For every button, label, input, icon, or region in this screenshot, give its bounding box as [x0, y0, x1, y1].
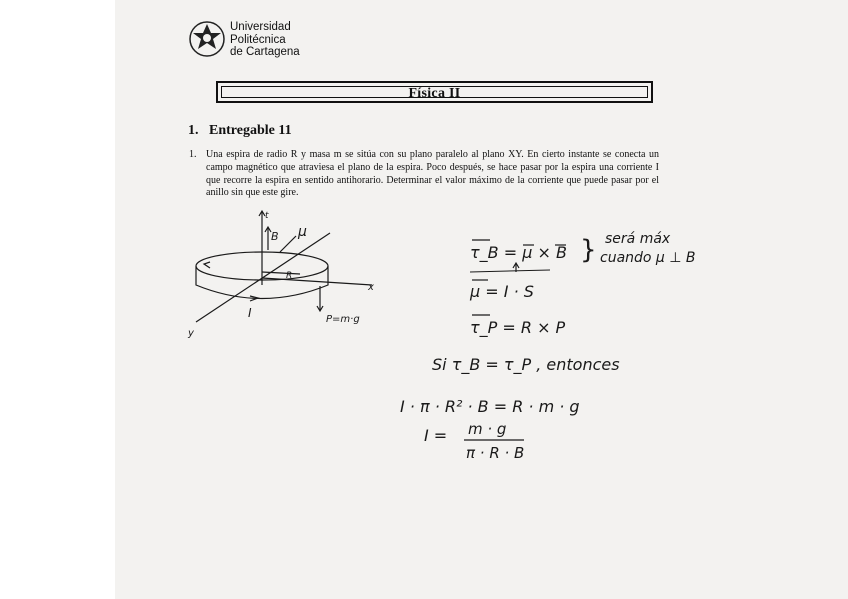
eq-condition: Si τ_B = τ_P , entonces: [432, 355, 620, 374]
problem-statement: [189, 149, 659, 200]
problem-number: 1.: [189, 149, 197, 160]
university-line-3: de Cartagena: [230, 46, 300, 58]
label-r: R: [286, 271, 293, 281]
course-title: Física II: [408, 86, 461, 101]
course-title-box: [216, 81, 653, 103]
label-x: x: [368, 282, 374, 293]
label-y: y: [188, 328, 194, 339]
label-mu: μ: [298, 224, 307, 240]
university-line-1: Universidad: [230, 21, 291, 33]
eq-torque-b: τ_B = μ × B: [470, 243, 567, 262]
label-z: t: [265, 211, 269, 221]
scan-margin: [0, 0, 115, 599]
note-max: será máx: [605, 231, 671, 247]
eq-moment: μ = I · S: [470, 282, 534, 301]
label-b: B: [271, 230, 279, 243]
university-logo-icon: [188, 20, 226, 58]
brace: }: [580, 235, 597, 265]
eq-result-den: π · R · B: [466, 444, 525, 462]
section-heading: 1. Entregable 11: [188, 123, 292, 138]
eq-result-num: m · g: [468, 420, 507, 438]
note-perp: cuando μ ⊥ B: [600, 250, 696, 266]
problem-text: Una espira de radio R y masa m se sitúa con su plano paralelo al plano XY. En cierto instante se conecta un campo magnético que atraviesa el plano de la espira. Poco después, se hace pasar por la espira una corriente I que recorre la espira en sentido antihorario. Determinar el valor máximo de la corriente que puede pasar por el anillo sin que este gire.: [206, 149, 659, 199]
label-p: P=m·g: [326, 314, 360, 325]
eq-result-lhs: I =: [424, 426, 448, 445]
eq-torque-p: τ_P = R × P: [470, 318, 566, 337]
university-name: [230, 21, 300, 59]
university-line-2: Politécnica: [230, 33, 286, 46]
eq-balance: I · π · R² · B = R · m · g: [400, 397, 580, 416]
label-i: I: [248, 306, 252, 320]
